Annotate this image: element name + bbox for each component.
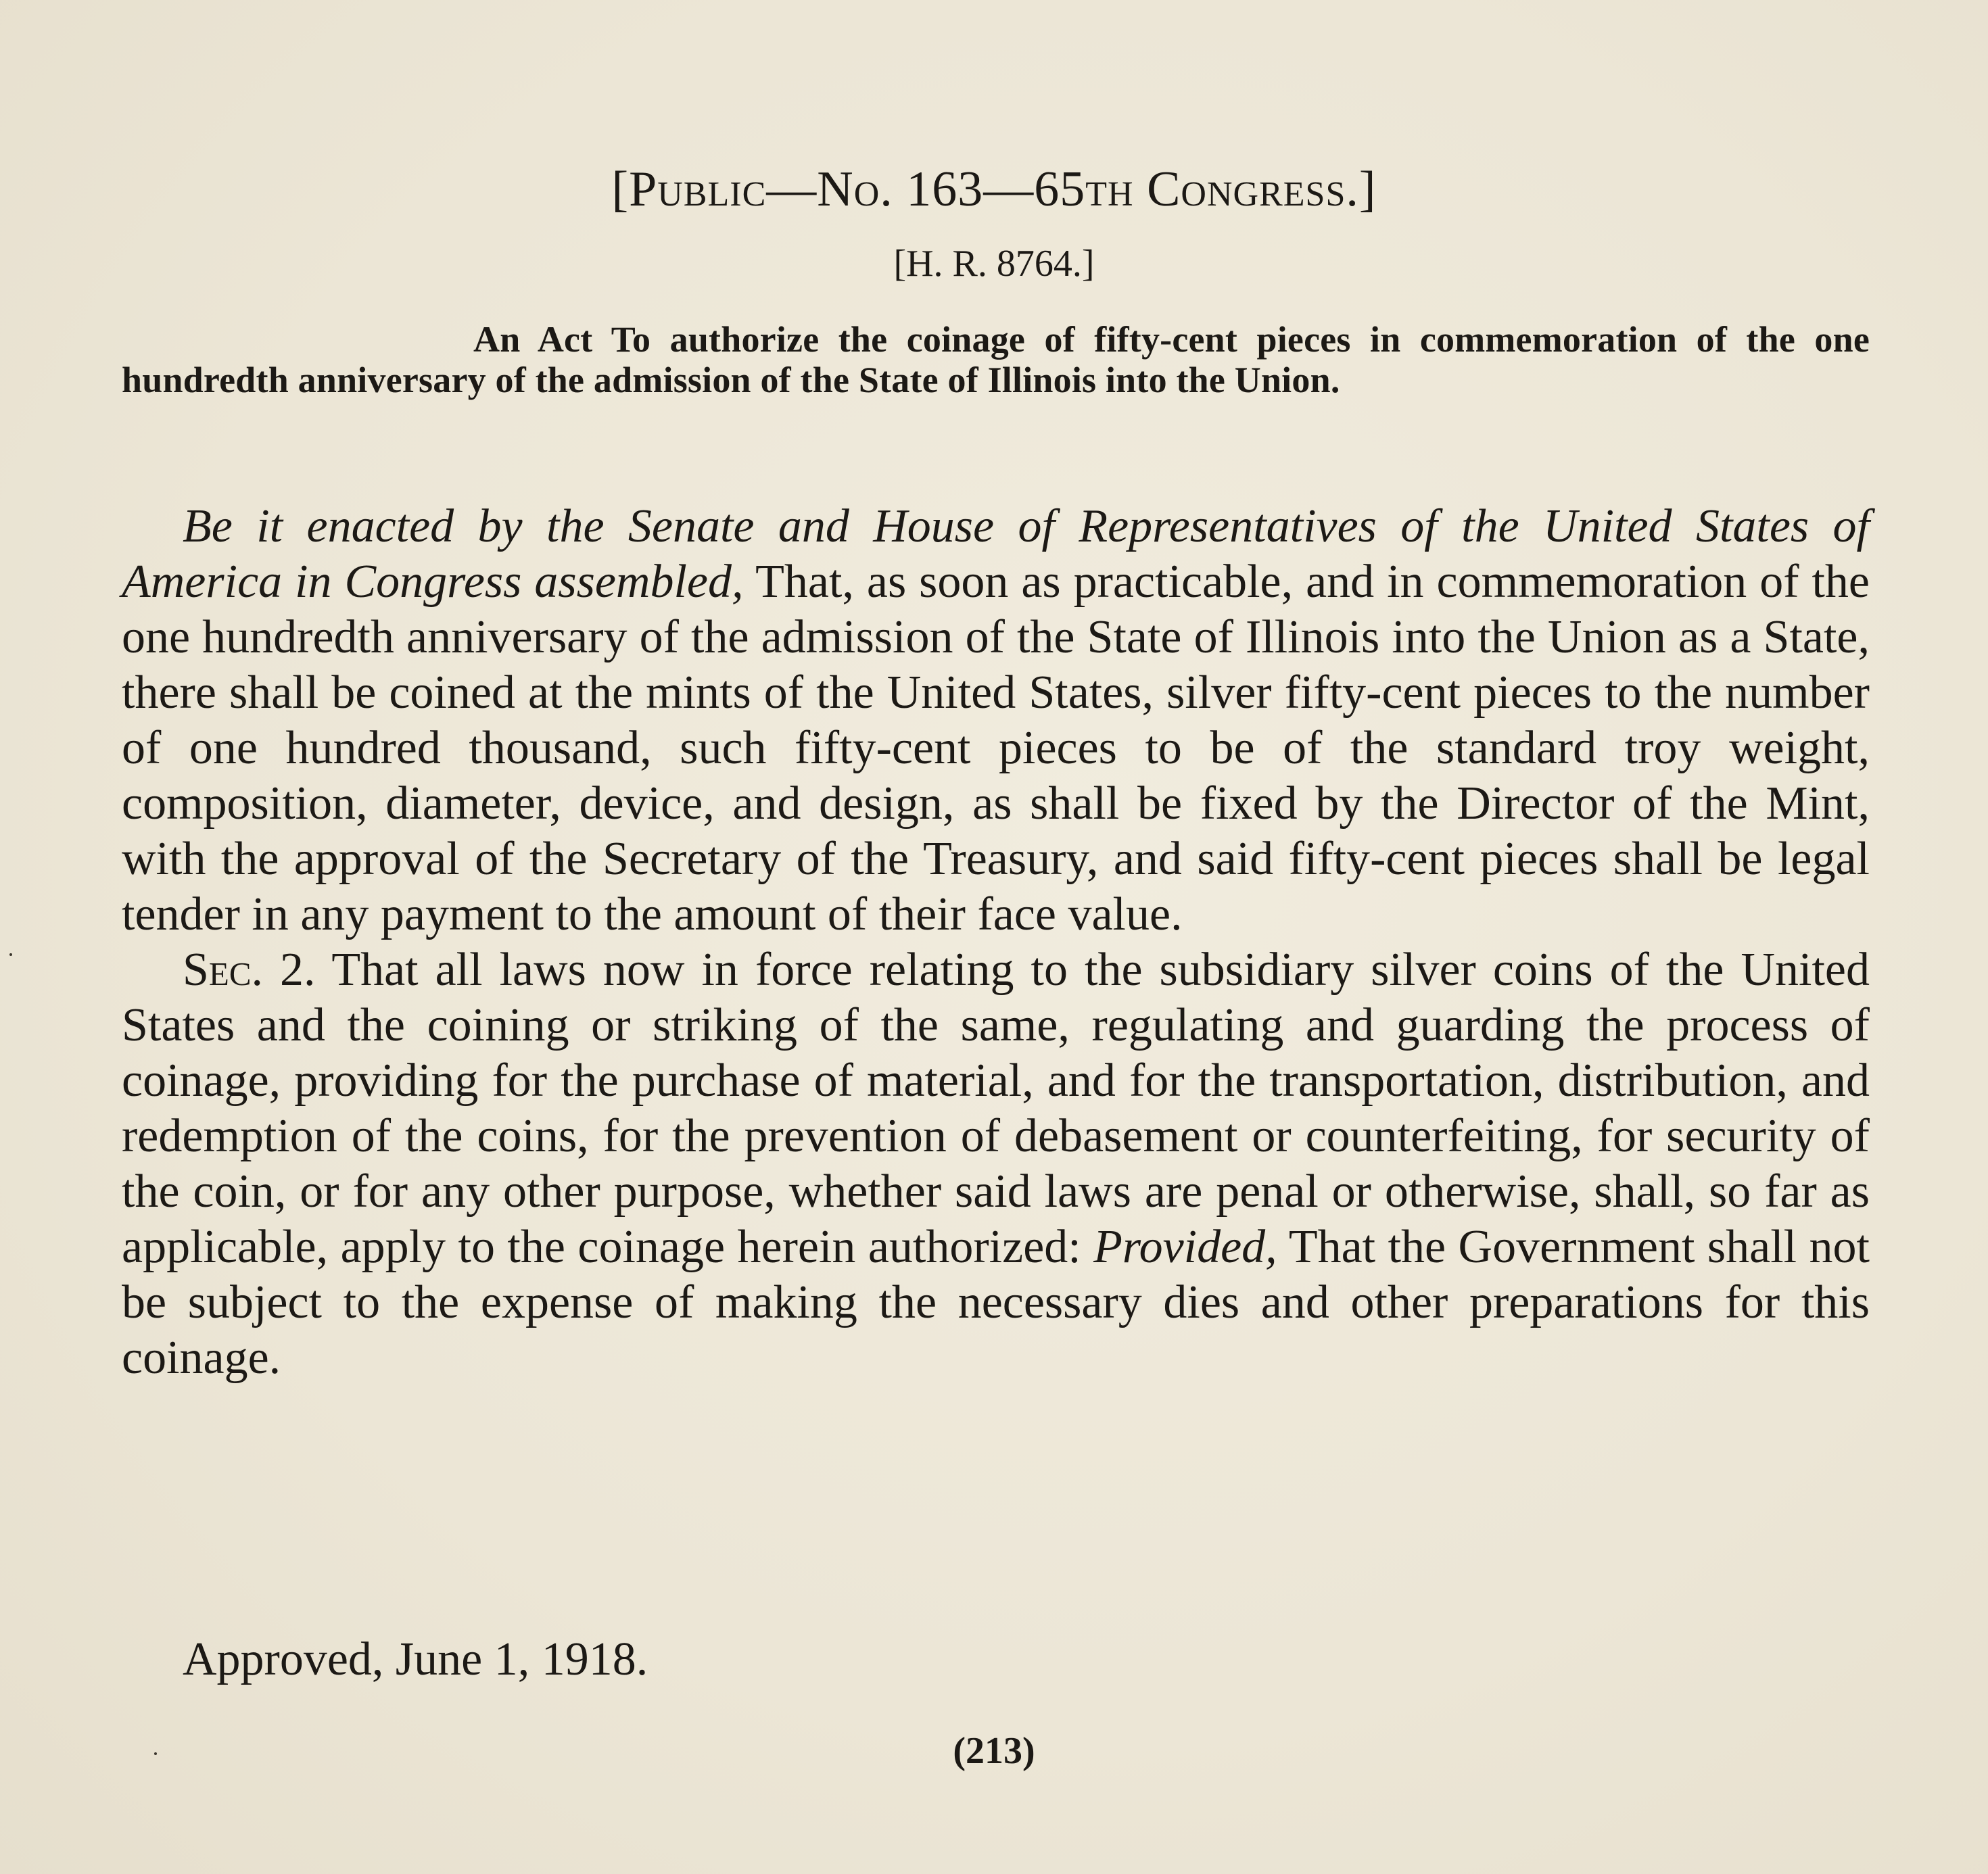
enacting-clause: Be it enacted by the Senate and House of Representatives of the United States of America in Congress assembled, bbox=[122, 500, 1870, 608]
heading-dash: — bbox=[766, 162, 818, 217]
heading-congress-label: Congress bbox=[1133, 162, 1346, 217]
proviso-label: Provided, bbox=[1093, 1221, 1277, 1273]
section-2-proviso-text: That the Government shall not be subject to the expense of making the necessary dies and other preparations for this coinage. bbox=[122, 1221, 1870, 1384]
section-1-paragraph bbox=[122, 499, 1870, 942]
bill-number: [H. R. 8764.] bbox=[893, 243, 1095, 285]
section-2-label: Sec. 2. bbox=[183, 944, 316, 996]
heading-bracket-open: [ bbox=[611, 162, 630, 217]
section-2-text: That all laws now in force relating to the subsidiary silver coins of the United States and the coining or striking of the same, regulating and guarding the process of coinage, providing for the purchase of material, and for the transportation, distribution, and redemption of the coins, for the prevention of debasement or counterfeiting, for security of the coin, or for any other purpose, whether said laws are penal or otherwise, shall, so far as applicable, apply to the coinage herein authorized: bbox=[122, 944, 1870, 1273]
section-2-paragraph bbox=[122, 942, 1870, 1386]
paper-speck bbox=[9, 953, 12, 956]
paper-speck bbox=[154, 1752, 157, 1755]
heading-no-label: No. bbox=[817, 162, 893, 217]
act-body bbox=[122, 499, 1870, 1386]
heading-bracket-close: .] bbox=[1346, 162, 1377, 217]
approval-date: Approved, June 1, 1918. bbox=[183, 1633, 648, 1685]
heading-public-label: Public bbox=[629, 162, 767, 217]
heading-law-number: 163 bbox=[893, 162, 984, 217]
heading-congress-number: 65 bbox=[1034, 162, 1086, 217]
section-1-text: That, as soon as practicable, and in commemoration of the one hundredth anniversary of the admission of the State of Illinois into the Union as a State, there shall be coined at the mints of the United States, silver fifty-cent pieces to the number of one hundred thousand, such fifty-cent pieces to be of the standard troy weight, composition, diameter, device, and design, as shall be fixed by the Director of the Mint, with the approval of the Secretary of the Treasury, and said fifty-cent pieces shall be legal tender in any payment to the amount of their face value. bbox=[122, 556, 1870, 940]
law-heading bbox=[0, 161, 1988, 218]
act-title: An Act To authorize the coinage of fifty-cent pieces in commemoration of the one hundredth anniversary of the admission of the State of Illinois into the Union. bbox=[122, 319, 1870, 400]
heading-congress-suffix: th bbox=[1085, 162, 1134, 217]
page-number: (213) bbox=[953, 1730, 1035, 1772]
heading-dash: — bbox=[983, 162, 1035, 217]
